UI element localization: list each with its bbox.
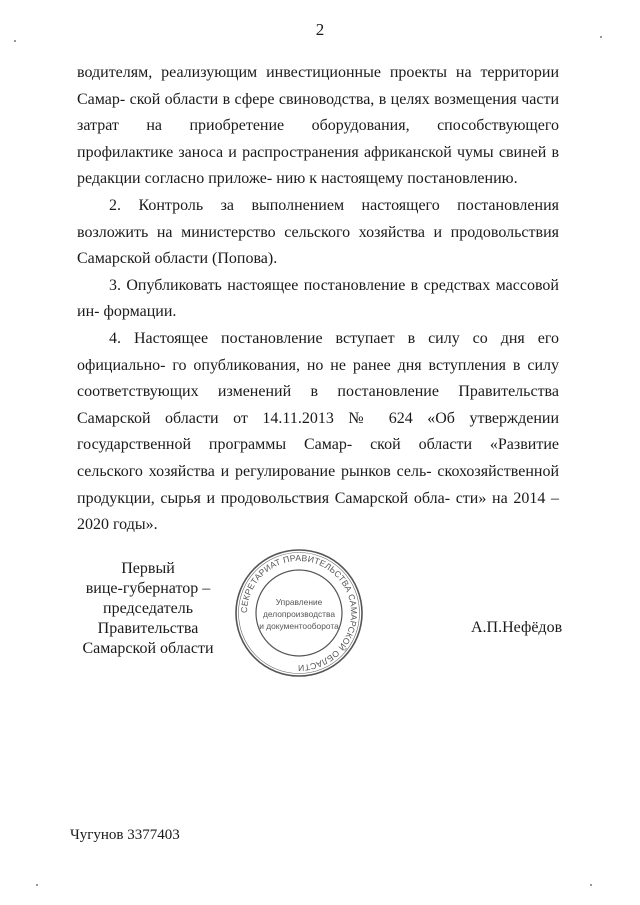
text-line: 4. Настоящее постановление вступает в силу со дня его официально- <box>77 329 559 374</box>
signatory-title-line: вице-губернатор – <box>85 580 211 597</box>
scan-speck <box>36 884 38 886</box>
signatory-title-line: председатель Правительства <box>97 600 199 637</box>
text-line: ской области в сфере свиноводства, в целях возмещения части затрат на <box>77 90 560 135</box>
body-text <box>77 60 559 539</box>
text-line: ской области «Развитие сельского хозяйства и регулирование рынков сель- <box>77 436 560 480</box>
stamp-center-line: Управление <box>275 597 323 607</box>
text-line: водителям, реализующим инвестиционные проекты на территории Самар- <box>77 64 559 108</box>
paragraph-3 <box>77 273 559 326</box>
text-line: распространения африканской чумы свиней в редакции согласно приложе- <box>77 143 560 188</box>
stamp-center-line: делопроизводства <box>262 609 336 619</box>
text-line: сти» на 2014 – 2020 годы». <box>77 489 559 534</box>
scan-speck <box>600 36 602 38</box>
text-line: скохозяйственной продукции, сырья и продовольствия Самарской обла- <box>77 462 560 507</box>
scan-speck <box>590 884 592 886</box>
stamp-ring-text: СЕКРЕТАРИАТ ПРАВИТЕЛЬСТВА САМАРСКОЙ ОБЛАСТИ <box>238 552 360 674</box>
paragraph-2 <box>77 193 559 273</box>
text-line: го опубликования, но не ранее дня вступления в силу соответствующих <box>77 356 560 401</box>
text-line: 2. Контроль за выполнением настоящего постановления возложить <box>77 196 559 241</box>
text-line: (Попова). <box>212 250 278 268</box>
executor-note: Чугунов 3377403 <box>70 827 180 843</box>
paragraph-4 <box>77 326 559 539</box>
text-line: от 14.11.2013 № 624 «Об утверждении государственной программы Самар- <box>77 409 560 454</box>
paragraph-1 <box>77 60 559 193</box>
text-line: нию к настоящему постановлению. <box>276 170 518 188</box>
signatory-title-line: Первый <box>121 560 175 577</box>
signatory-name: А.П.Нефёдов <box>471 619 563 636</box>
text-line: 3. Опубликовать настоящее постановление в средствах массовой ин- <box>77 276 559 321</box>
official-stamp <box>233 547 365 679</box>
text-line: на министерство сельского хозяйства и продовольствия Самарской области <box>77 223 559 268</box>
text-line: изменений в постановление Правительства Самарской области <box>77 383 559 427</box>
scan-speck <box>14 40 16 42</box>
signatory-title-line: Самарской области <box>82 640 214 657</box>
text-line: приобретение оборудования, способствующего профилактике заноса и <box>77 117 560 161</box>
page-number: 2 <box>315 20 325 39</box>
stamp-center-line: и документооборота <box>259 621 339 631</box>
text-line: формации. <box>103 303 177 321</box>
signatory-title <box>60 559 236 659</box>
